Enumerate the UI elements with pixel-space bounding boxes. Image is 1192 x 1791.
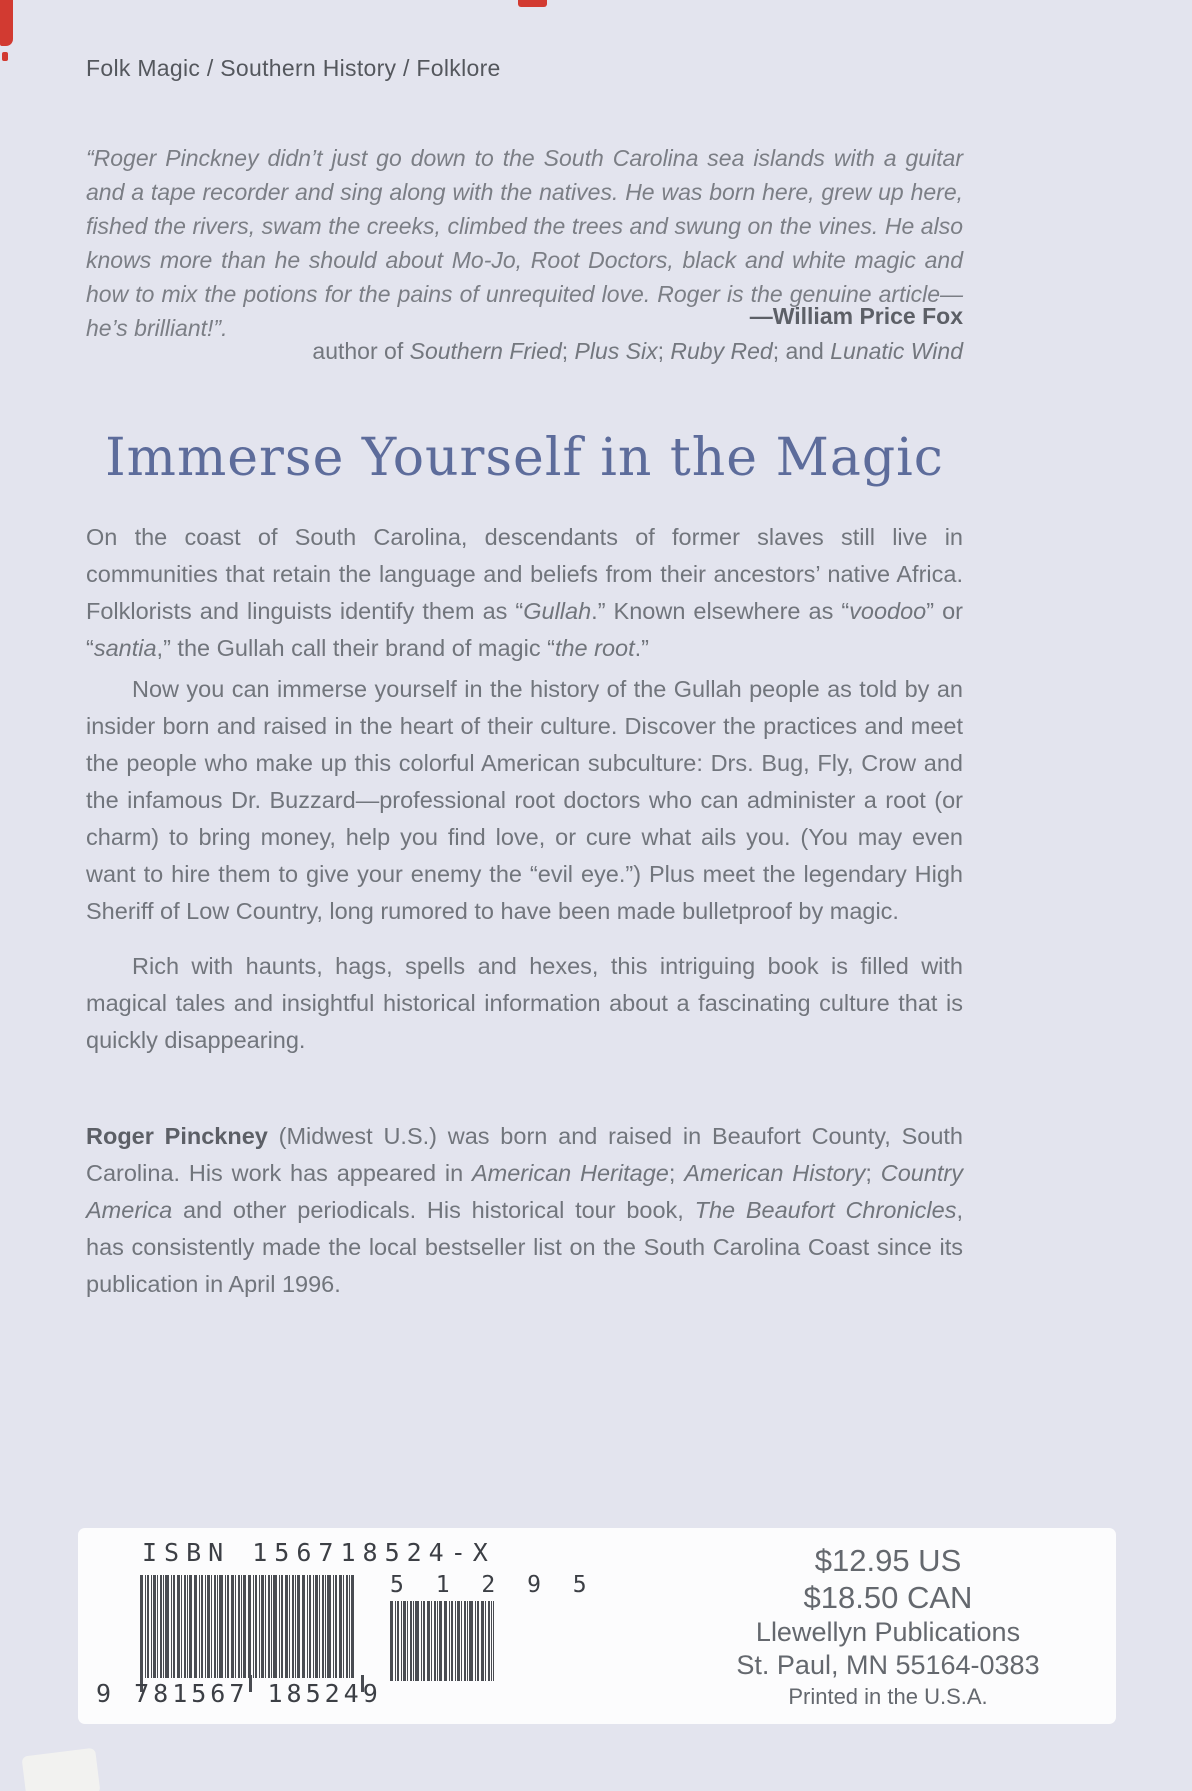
barcode-bar <box>227 1575 229 1678</box>
barcode-bar <box>390 1601 393 1681</box>
barcode-bar <box>157 1575 158 1678</box>
barcode-bar <box>469 1601 473 1681</box>
headline: Immerse Yourself in the Magic <box>105 428 944 488</box>
quote-attribution: —William Price Fox <box>749 303 963 329</box>
barcode-bar <box>241 1575 242 1678</box>
barcode-bar <box>214 1575 216 1678</box>
text-segment: Gullah <box>523 598 592 624</box>
text-segment: ; <box>657 338 671 364</box>
barcode-bar <box>181 1575 182 1678</box>
barcode-bar <box>423 1601 425 1681</box>
barcode-bar <box>225 1575 226 1678</box>
text-segment: ; <box>561 338 575 364</box>
barcode-bar <box>413 1601 414 1681</box>
barcode-bar <box>177 1575 180 1678</box>
barcode-bar <box>187 1575 188 1678</box>
author-bio <box>86 1118 963 1303</box>
barcode-bar <box>199 1575 200 1678</box>
text-segment: Ruby Red <box>670 338 773 364</box>
barcode-bar <box>327 1575 331 1678</box>
ean-barcode <box>140 1575 366 1678</box>
price-supplement-code: 5 1 2 9 5 <box>390 1572 596 1598</box>
text-segment: Lunatic Wind <box>830 338 963 364</box>
barcode-bar <box>238 1575 240 1678</box>
isbn-price-box <box>78 1528 1116 1724</box>
barcode-bar <box>339 1575 342 1678</box>
barcode-bar <box>493 1601 494 1681</box>
barcode-bar <box>427 1601 430 1681</box>
barcode-bar <box>194 1575 197 1678</box>
barcode-bar <box>219 1575 223 1678</box>
barcode-bar <box>403 1601 406 1681</box>
barcode-bar <box>397 1601 399 1681</box>
text-segment: and other periodicals. His historical tour book, <box>172 1197 695 1223</box>
text-segment: Country America <box>86 1160 964 1223</box>
barcode-bar <box>140 1575 143 1678</box>
barcode-bar <box>184 1575 186 1678</box>
barcode-bar <box>285 1575 288 1678</box>
barcode-bar <box>401 1601 402 1681</box>
text-segment: ; and <box>772 338 831 364</box>
barcode-bar <box>147 1575 149 1678</box>
barcode-bar <box>163 1575 164 1678</box>
text-segment: ,” the Gullah call their brand of magic “ <box>156 635 555 661</box>
barcode-bar <box>395 1601 396 1681</box>
barcode-bar <box>173 1575 175 1678</box>
barcode-bar <box>319 1575 320 1678</box>
printed-in-usa: Printed in the U.S.A. <box>788 1684 988 1709</box>
barcode-bar <box>207 1575 210 1678</box>
paragraph-immerse-history: Now you can immerse yourself in the history of the Gullah people as told by an insider born and raised in the heart of their culture. Discover the practices and meet the people who make up this colorful American subculture: Drs. Bug, Fly, Crow and the infamous Dr. Buzzard—professional root doctors who can administer a root (or charm) to bring money, help you find love, or cure what ails you. (You may even want to hire them to give your enemy the “evil eye.”) Plus meet the legendary High Sheriff of Low Country, long rumored to have been made bulletproof by magic. <box>86 676 963 924</box>
publisher-address: St. Paul, MN 55164-0383 <box>736 1650 1040 1680</box>
barcode-bar <box>243 1575 246 1678</box>
isbn-label: ISBN 156718524-X <box>142 1538 495 1567</box>
barcode-bar <box>477 1601 479 1681</box>
text-segment: Roger Pinckney <box>86 1123 268 1149</box>
barcode-bar <box>434 1601 436 1681</box>
barcode-bar <box>457 1601 460 1681</box>
barcode-bar <box>307 1575 308 1678</box>
barcode-bar <box>189 1575 192 1678</box>
barcode-bar <box>410 1601 412 1681</box>
barcode-bar <box>205 1575 206 1678</box>
barcode-bar <box>248 1575 251 1678</box>
barcode-bar <box>455 1601 456 1681</box>
text-segment: santia <box>93 635 157 661</box>
barcode-bar <box>343 1575 344 1678</box>
text-segment: .” <box>634 635 649 661</box>
text-segment: Southern Fried <box>409 338 562 364</box>
barcode-bar <box>485 1601 486 1681</box>
supplemental-barcode <box>390 1601 494 1681</box>
price-can: $18.50 CAN <box>803 1580 973 1615</box>
barcode-bar <box>261 1575 264 1678</box>
text-segment: (Midwest U.S.) was born and raised in Beaufort County, South Carolina. His work has appeared in <box>86 1123 963 1186</box>
barcode-bar <box>351 1575 354 1678</box>
barcode-bar <box>431 1601 432 1681</box>
text-segment: ; <box>668 1160 685 1186</box>
text-segment: author of <box>312 338 410 364</box>
barcode-bar <box>271 1575 272 1678</box>
barcode-bar <box>292 1575 294 1678</box>
text-segment: voodoo <box>849 598 927 624</box>
barcode-bar <box>295 1575 296 1678</box>
barcode-bar <box>145 1575 146 1678</box>
text-segment: American Heritage <box>471 1160 669 1186</box>
barcode-bar <box>475 1601 476 1681</box>
barcode-bar <box>437 1601 438 1681</box>
barcode-bar <box>333 1575 334 1678</box>
price-us: $12.95 US <box>814 1543 962 1578</box>
barcode-bar <box>309 1575 311 1678</box>
barcode-bar <box>171 1575 172 1678</box>
text-segment: .” Known elsewhere as “ <box>591 598 850 624</box>
barcode-bar <box>415 1601 419 1681</box>
barcode-bar <box>464 1601 466 1681</box>
barcode-bar <box>255 1575 257 1678</box>
barcode-bar <box>151 1575 152 1678</box>
barcode-bar <box>279 1575 280 1678</box>
barcode-bar <box>217 1575 218 1678</box>
text-segment: Plus Six <box>574 338 658 364</box>
barcode-bar <box>407 1601 408 1681</box>
barcode-bar <box>265 1575 266 1678</box>
text-segment: ” or “ <box>86 598 963 661</box>
supplemental-barcode-group <box>390 1572 596 1681</box>
barcode-bar <box>160 1575 162 1678</box>
barcode-bar <box>153 1575 156 1678</box>
barcode-bar <box>302 1575 305 1678</box>
scan-red-mark-top-center <box>518 0 547 7</box>
barcode-bar <box>281 1575 283 1678</box>
barcode-bar <box>481 1601 484 1681</box>
text-segment: The Beaufort Chronicles <box>694 1197 957 1223</box>
barcode-bar <box>231 1575 234 1678</box>
barcode-bar <box>268 1575 270 1678</box>
publisher-name: Llewellyn Publications <box>755 1617 1021 1647</box>
text-segment: American History <box>684 1160 866 1186</box>
scan-red-mark-top-left <box>0 0 13 46</box>
barcode-bar <box>491 1601 492 1681</box>
barcode-bar <box>253 1575 254 1678</box>
text-segment: On the coast of South Carolina, descendants of former slaves still live in communities that retain the language and beliefs from their ancestors’ native Africa. Folklorists and linguists identify them as “ <box>86 524 963 624</box>
quote-author-credit <box>86 338 963 365</box>
ean-number: 9 781567 185249 <box>96 1679 382 1708</box>
text-segment: , has consistently made the local bestseller list on the South Carolina Coast since its publication in April 1996. <box>86 1197 963 1297</box>
barcode-bar <box>325 1575 326 1678</box>
category-line: Folk Magic / Southern History / Folklore <box>86 55 501 81</box>
barcode-bar <box>211 1575 212 1678</box>
text-segment: ; <box>865 1160 881 1186</box>
barcode-bar <box>444 1601 447 1681</box>
barcode-bar <box>346 1575 348 1678</box>
barcode-bar <box>289 1575 290 1678</box>
barcode-bar <box>297 1575 300 1678</box>
barcode-bar <box>461 1601 462 1681</box>
barcode-bar <box>451 1601 453 1681</box>
barcode-area <box>78 1528 638 1724</box>
scan-light-patch-bottom-left <box>21 1748 100 1791</box>
barcode-bar <box>315 1575 318 1678</box>
barcode-bar <box>313 1575 314 1678</box>
paragraph-gullah-intro <box>86 519 963 667</box>
paragraph-haunts-hags: Rich with haunts, hags, spells and hexes, this intriguing book is filled with magical tales and insightful historical information about a fascinating culture that is quickly disappearing. <box>86 953 963 1053</box>
barcode-bar <box>201 1575 203 1678</box>
barcode-bar <box>467 1601 468 1681</box>
barcode-bar <box>449 1601 450 1681</box>
review-quote: “Roger Pinckney didn’t just go down to the South Carolina sea islands with a guitar and a tape recorder and sing along with the natives. He was born here, grew up here, fished the rivers, swam the creeks, climbed the trees and swung on the vines. He also knows more than he should about Mo-Jo, Root Doctors, black and white magic and how to mix the potions for the pains of unrequited love. Roger is the genuine article—he’s brilliant!”. <box>86 145 963 341</box>
barcode-bar <box>322 1575 324 1678</box>
scan-red-speck-left-edge <box>2 52 8 61</box>
text-segment: the root <box>554 635 635 661</box>
barcode-bar <box>165 1575 169 1678</box>
barcode-bar <box>259 1575 260 1678</box>
barcode-bar <box>349 1575 350 1678</box>
barcode-bar <box>235 1575 236 1678</box>
price-block <box>676 1542 1100 1712</box>
barcode-bar <box>335 1575 337 1678</box>
barcode-bar <box>439 1601 442 1681</box>
barcode-bar <box>273 1575 277 1678</box>
barcode-bar <box>488 1601 490 1681</box>
barcode-bar <box>421 1601 422 1681</box>
